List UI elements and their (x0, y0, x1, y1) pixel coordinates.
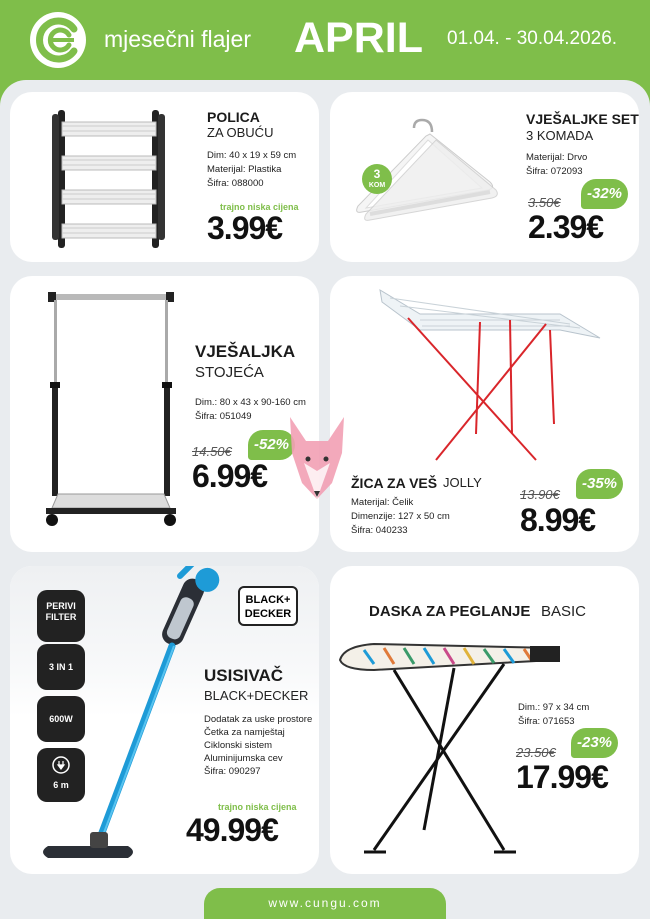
old-price: 13.90€ (520, 487, 560, 502)
product-dimensions: Dim.: 80 x 43 x 90-160 cm (195, 397, 306, 408)
product-feature-1: Dodatak za uske prostore (204, 714, 313, 725)
header (0, 0, 650, 80)
product-price: 8.99€ (520, 502, 596, 538)
product-card-shoe-rack[interactable] (10, 92, 319, 262)
product-material: Materijal: Drvo (526, 152, 588, 163)
feature-power-label: 600W (49, 714, 73, 724)
feature-filter-line1: PERIVI (46, 601, 76, 611)
low-price-tag: trajno niska cijena (220, 202, 299, 212)
product-dimensions: Dim: 40 x 19 x 59 cm (207, 150, 297, 161)
old-price: 3.50€ (528, 195, 561, 210)
product-price: 3.99€ (207, 210, 283, 246)
product-card-clothes-rack[interactable] (10, 276, 319, 552)
product-price: 6.99€ (192, 458, 268, 494)
product-feature-3: Ciklonski sistem (204, 740, 273, 751)
website-link[interactable]: www.cungu.com (268, 896, 382, 910)
flyer-title: mjesečni flajer (104, 26, 251, 52)
old-price: 14.50€ (192, 444, 232, 459)
discount-badge: -32% (581, 179, 628, 209)
drying-rack-image (360, 284, 620, 474)
product-name: POLICA (207, 109, 260, 125)
product-code: Šifra: 072093 (526, 166, 583, 177)
product-subtitle: ZA OBUĆU (207, 125, 274, 140)
discount-badge: -23% (571, 728, 618, 758)
product-price: 49.99€ (186, 812, 278, 848)
product-name: VJEŠALJKE SET (526, 111, 639, 127)
product-name: VJEŠALJKA (195, 342, 296, 361)
quantity-unit: KOM (368, 182, 386, 189)
footer (204, 888, 446, 919)
fox-mascot-icon (282, 413, 352, 503)
quantity-number: 3 (373, 167, 381, 181)
product-code: Šifra: 090297 (204, 766, 261, 777)
flyer-month: APRIL (294, 14, 423, 62)
product-code: Šifra: 051049 (195, 411, 252, 422)
feature-mode-label: 3 IN 1 (48, 662, 73, 672)
feature-runtime-label: 6 m (53, 780, 69, 790)
product-material: Materijal: Plastika (207, 164, 282, 175)
product-card-drying-rack[interactable] (330, 276, 639, 552)
product-card-vacuum[interactable] (10, 566, 319, 874)
brand-logo-line1: BLACK+ (245, 594, 291, 606)
product-price: 2.39€ (528, 209, 604, 245)
product-dimensions: Dimenzije: 127 x 50 cm (351, 511, 450, 522)
product-name: DASKA ZA PEGLANJE (369, 603, 531, 620)
clothes-rack-image (36, 286, 186, 546)
feature-filter-line2: FILTER (45, 612, 77, 622)
product-name: ŽICA ZA VEŠ (351, 475, 438, 491)
old-price: 23.50€ (516, 745, 556, 760)
discount-badge: -35% (576, 469, 623, 499)
low-price-tag: trajno niska cijena (218, 802, 297, 812)
quantity-badge (362, 164, 392, 194)
discount-badge: -52% (248, 430, 295, 460)
product-subtitle: BLACK+DECKER (204, 688, 309, 703)
product-subtitle: BASIC (541, 603, 587, 620)
product-card-ironing-board[interactable] (330, 566, 639, 874)
brand-logo-line2: DECKER (244, 608, 292, 620)
product-card-hangers[interactable] (330, 92, 639, 262)
product-code: Šifra: 040233 (351, 525, 408, 536)
product-subtitle: JOLLY (443, 475, 482, 490)
cungu-logo-icon (30, 12, 86, 68)
product-price: 17.99€ (516, 759, 608, 795)
product-material: Materijal: Čelik (351, 497, 414, 508)
product-feature-4: Aluminijumska cev (204, 753, 283, 764)
product-subtitle: 3 KOMADA (526, 128, 594, 143)
product-dimensions: Dim.: 97 x 34 cm (518, 702, 590, 713)
black-decker-logo (238, 586, 298, 626)
product-feature-2: Četka za namještaj (204, 727, 285, 738)
product-subtitle: STOJEĆA (195, 364, 264, 381)
product-code: Šifra: 088000 (207, 178, 264, 189)
flyer-dates: 01.04. - 30.04.2026. (447, 28, 618, 49)
shoe-rack-image (48, 104, 174, 252)
product-code: Šifra: 071653 (518, 716, 575, 727)
product-name: USISIVAČ (204, 666, 284, 685)
